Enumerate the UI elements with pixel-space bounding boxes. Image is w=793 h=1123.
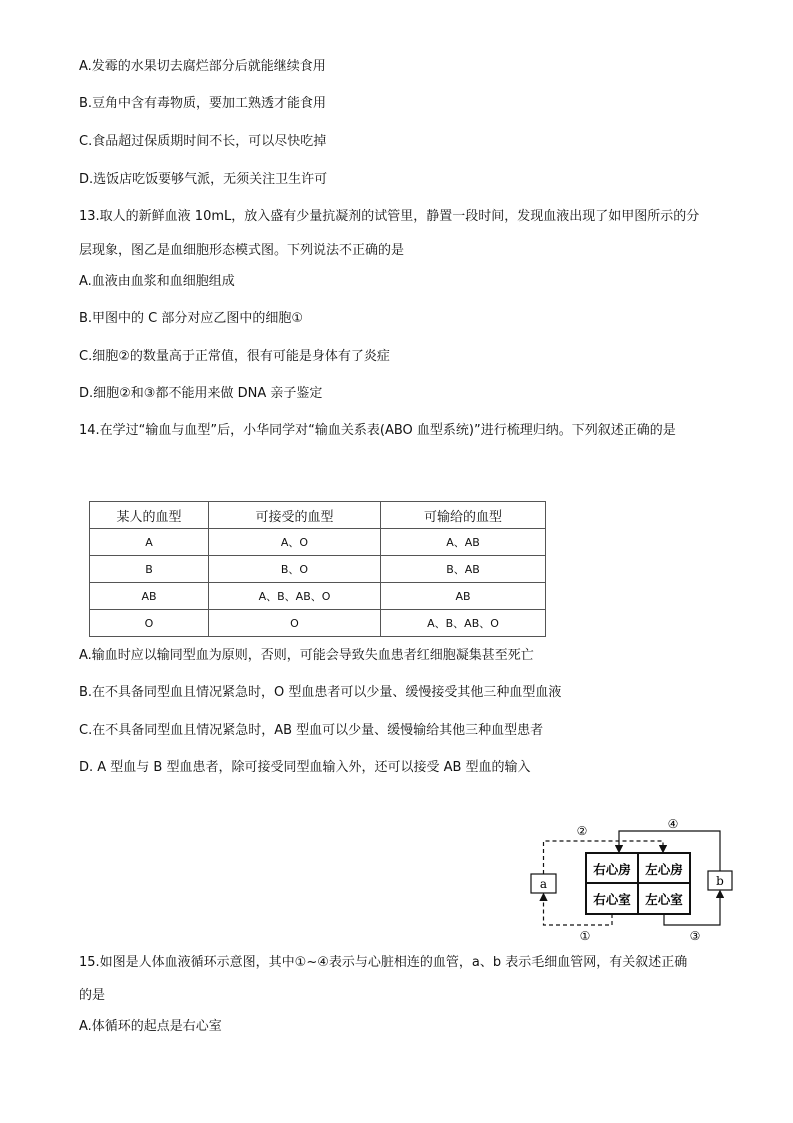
- table-row: [90, 583, 546, 610]
- table-cell: B、O: [209, 556, 381, 583]
- table-cell: B、AB: [381, 556, 546, 583]
- table-row: [90, 610, 546, 637]
- q13-stem-line1: 13.取人的新鲜血液 10mL，放入盛有少量抗凝剂的试管里，静置一段时间，发现血液出现了如甲图所示的分: [79, 209, 700, 224]
- table-header: 可接受的血型: [209, 502, 381, 529]
- table-cell: A、AB: [381, 529, 546, 556]
- q13-option-b: B.甲图中的 C 部分对应乙图中的细胞①: [79, 311, 304, 326]
- table-cell: O: [209, 610, 381, 637]
- table-cell: B: [90, 556, 209, 583]
- blood-circulation-diagram: [527, 815, 752, 945]
- vessel-2-label: ②: [576, 824, 588, 838]
- table-cell: A、B、AB、O: [209, 583, 381, 610]
- q13-option-d: D.细胞②和③都不能用来做 DNA 亲子鉴定: [79, 386, 323, 401]
- right-ventricle-label: 右心室: [593, 892, 631, 907]
- table-cell: A、O: [209, 529, 381, 556]
- q15-stem-line1: 15.如图是人体血液循环示意图，其中①~④表示与心脏相连的血管，a、b 表示毛细血管网，有关叙述正确: [79, 955, 688, 970]
- vessel-1-label: ①: [579, 929, 591, 943]
- table-cell: A、B、AB、O: [381, 610, 546, 637]
- q14-option-a: A.输血时应以输同型血为原则，否则，可能会导致失血患者红细胞凝集甚至死亡: [79, 648, 534, 663]
- left-atrium-label: 左心房: [645, 862, 683, 877]
- q14-option-c: C.在不具备同型血且情况紧急时，AB 型血可以少量、缓慢输给其他三种血型患者: [79, 723, 544, 738]
- q12-option-a: A.发霉的水果切去腐烂部分后就能继续食用: [79, 59, 326, 74]
- right-atrium-label: 右心房: [593, 862, 631, 877]
- q13-option-a: A.血液由血浆和血细胞组成: [79, 274, 235, 289]
- vessel-4-label: ④: [667, 817, 679, 831]
- q15-stem-line2: 的是: [79, 988, 106, 1003]
- q14-option-b: B.在不具备同型血且情况紧急时，O 型血患者可以少量、缓慢接受其他三种血型血液: [79, 685, 562, 700]
- table-cell: AB: [381, 583, 546, 610]
- capillary-b-label: b: [716, 874, 724, 888]
- table-cell: AB: [90, 583, 209, 610]
- table-header-row: [90, 502, 546, 529]
- table-cell: O: [90, 610, 209, 637]
- q13-option-c: C.细胞②的数量高于正常值，很有可能是身体有了炎症: [79, 349, 390, 364]
- table-row: [90, 529, 546, 556]
- q13-stem-line2: 层现象，图乙是血细胞形态模式图。下列说法不正确的是: [79, 243, 405, 258]
- q12-option-c: C.食品超过保质期时间不长，可以尽快吃掉: [79, 134, 327, 149]
- q12-option-b: B.豆角中含有毒物质，要加工熟透才能食用: [79, 96, 327, 111]
- table-row: [90, 556, 546, 583]
- vessel-3-label: ③: [689, 929, 701, 943]
- q12-option-d: D.选饭店吃饭要够气派，无须关注卫生许可: [79, 172, 328, 187]
- q15-option-a: A.体循环的起点是右心室: [79, 1019, 222, 1034]
- table-header: 某人的血型: [90, 502, 209, 529]
- q14-stem: 14.在学过“输血与血型”后，小华同学对“输血关系表(ABO 血型系统)”进行梳理归纳。下列叙述正确的是: [79, 423, 676, 438]
- left-ventricle-label: 左心室: [645, 892, 683, 907]
- table-cell: A: [90, 529, 209, 556]
- blood-type-table: [89, 501, 546, 637]
- q14-option-d: D. A 型血与 B 型血患者，除可接受同型血输入外，还可以接受 AB 型血的输入: [79, 760, 531, 775]
- table-header: 可输给的血型: [381, 502, 546, 529]
- capillary-a-label: a: [539, 877, 548, 891]
